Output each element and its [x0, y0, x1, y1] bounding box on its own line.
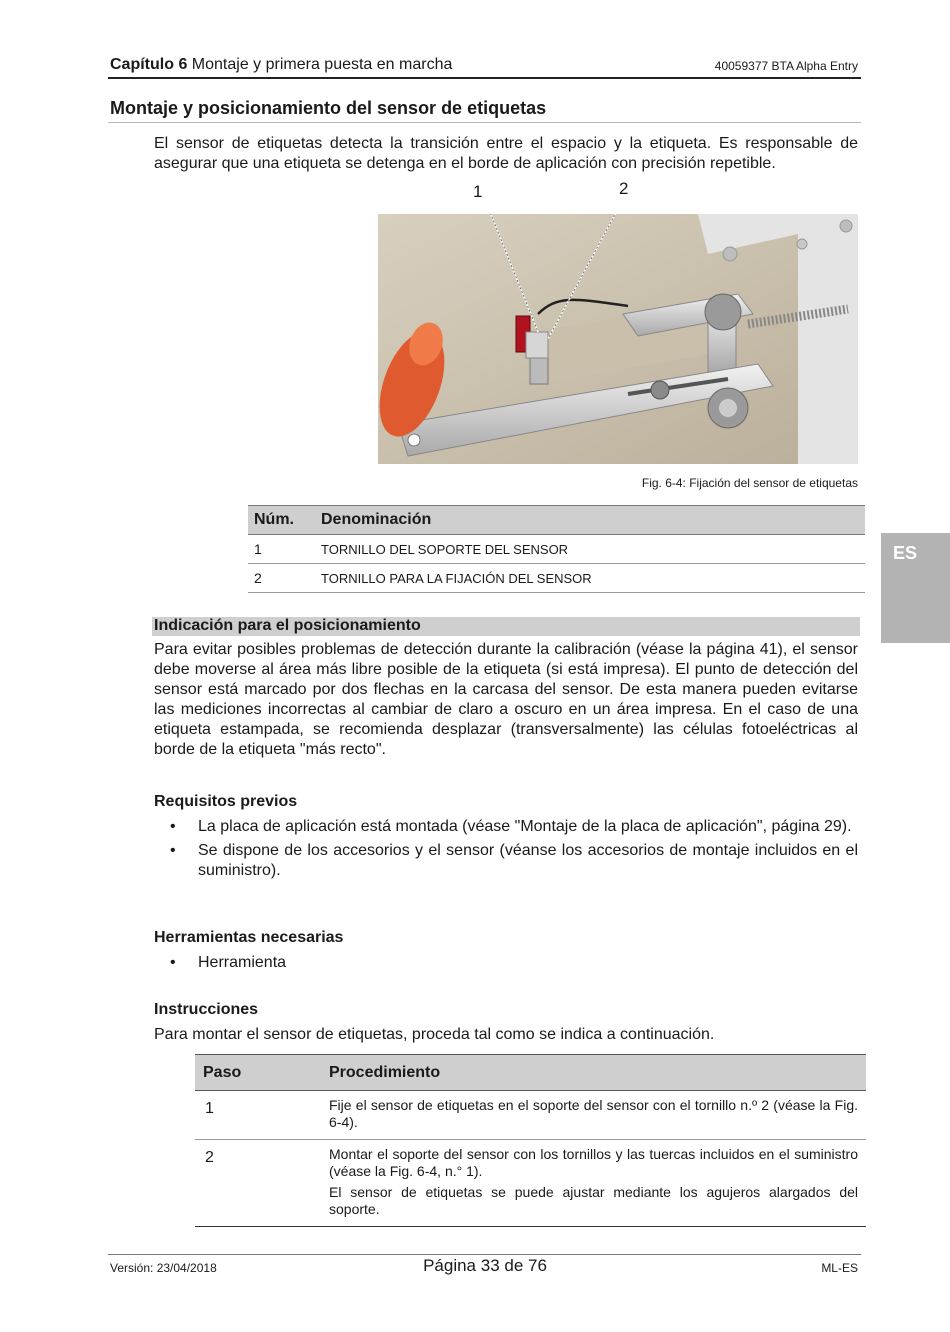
footer-version: Versión: 23/04/2018: [110, 1261, 217, 1275]
table-row: [248, 535, 865, 564]
part-number: 2: [248, 564, 315, 593]
document-id: 40059377 BTA Alpha Entry: [714, 59, 858, 73]
tools-list: [154, 953, 858, 977]
figure-caption: Fig. 6-4: Fijación del sensor de etiquetas: [641, 476, 858, 490]
procedure-table: [195, 1054, 866, 1227]
table-header-row: [248, 506, 865, 535]
prereq-list: [154, 817, 858, 885]
step-note: El sensor de etiquetas se puede ajustar mediante los agujeros alargados del soporte.: [329, 1184, 858, 1217]
table-row: [248, 564, 865, 593]
column-header-procedure: Procedimiento: [321, 1055, 866, 1091]
footer-rule: [108, 1254, 861, 1255]
chapter-heading: [110, 56, 452, 73]
table-row: [195, 1140, 866, 1227]
header-rule: [108, 77, 861, 79]
sensor-mounting-illustration: [378, 214, 858, 464]
instructions-intro: Para montar el sensor de etiquetas, proceda tal como se indica a continuación.: [154, 1026, 715, 1043]
table-header-row: [195, 1055, 866, 1091]
page-header: [110, 56, 860, 76]
step-instruction: Montar el soporte del sensor con los tornillos y las tuercas incluidos en el suministro (véase la Fig. 6-4, n.° 1).: [329, 1146, 858, 1179]
column-header-step: Paso: [195, 1055, 321, 1091]
chapter-number: Capítulo 6: [110, 56, 188, 73]
part-number: 1: [248, 535, 315, 564]
figure-callout-1: 1: [473, 182, 483, 201]
language-tab-label: ES: [893, 543, 918, 563]
hint-title: Indicación para el posicionamiento: [154, 617, 421, 634]
instructions-title: Instrucciones: [154, 1001, 259, 1018]
list-item: • La placa de aplicación está montada (véase "Montaje de la placa de aplicación", página 29).: [154, 817, 858, 837]
part-name: TORNILLO PARA LA FIJACIÓN DEL SENSOR: [315, 564, 865, 593]
footer-code: ML-ES: [821, 1261, 858, 1275]
step-text: [321, 1091, 866, 1140]
step-text: [321, 1140, 866, 1227]
column-header-name: Denominación: [315, 506, 865, 535]
sensor-mounting-photo: [378, 214, 858, 464]
tools-title: Herramientas necesarias: [154, 929, 344, 946]
parts-table: [248, 505, 865, 593]
list-item: • Se dispone de los accesorios y el sensor (véanse los accesorios de montaje incluidos en el suministro).: [154, 841, 858, 881]
step-number: 1: [195, 1091, 321, 1140]
step-instruction: Fije el sensor de etiquetas en el soporte del sensor con el tornillo n.º 2 (véase la Fig. 6-4).: [329, 1097, 858, 1130]
step-number: 2: [195, 1140, 321, 1227]
prereq-title: Requisitos previos: [154, 793, 298, 810]
list-item: • Herramienta: [154, 953, 858, 973]
hint-paragraph: Para evitar posibles problemas de detección durante la calibración (véase la página 41), el sensor debe moverse al área más libre posible de la etiqueta (si está impresa). El punto de detección del sensor está marcado por dos flechas en la carcasa del sensor. De esta manera pueden evitarse las mediciones incorrectas al cambiar de claro a oscuro en un área impresa. En el caso de una etiqueta estampada, se recomienda desplazar (transversalmente) las células fotoeléctricas al borde de la etiqueta "más recto".: [154, 641, 858, 758]
language-tab: [881, 533, 950, 643]
figure-callout-2: 2: [619, 179, 629, 198]
footer-page-number: Página 33 de 76: [423, 1256, 547, 1275]
section-title: Montaje y posicionamiento del sensor de etiquetas: [110, 98, 547, 118]
part-name: TORNILLO DEL SOPORTE DEL SENSOR: [315, 535, 865, 564]
intro-paragraph: El sensor de etiquetas detecta la transición entre el espacio y la etiqueta. Es responsable de asegurar que una etiqueta se detenga en el borde de aplicación con precisión repetible.: [154, 135, 858, 172]
section-rule: [108, 122, 861, 123]
column-header-num: Núm.: [248, 506, 315, 535]
table-row: [195, 1091, 866, 1140]
chapter-title: Montaje y primera puesta en marcha: [191, 56, 453, 73]
